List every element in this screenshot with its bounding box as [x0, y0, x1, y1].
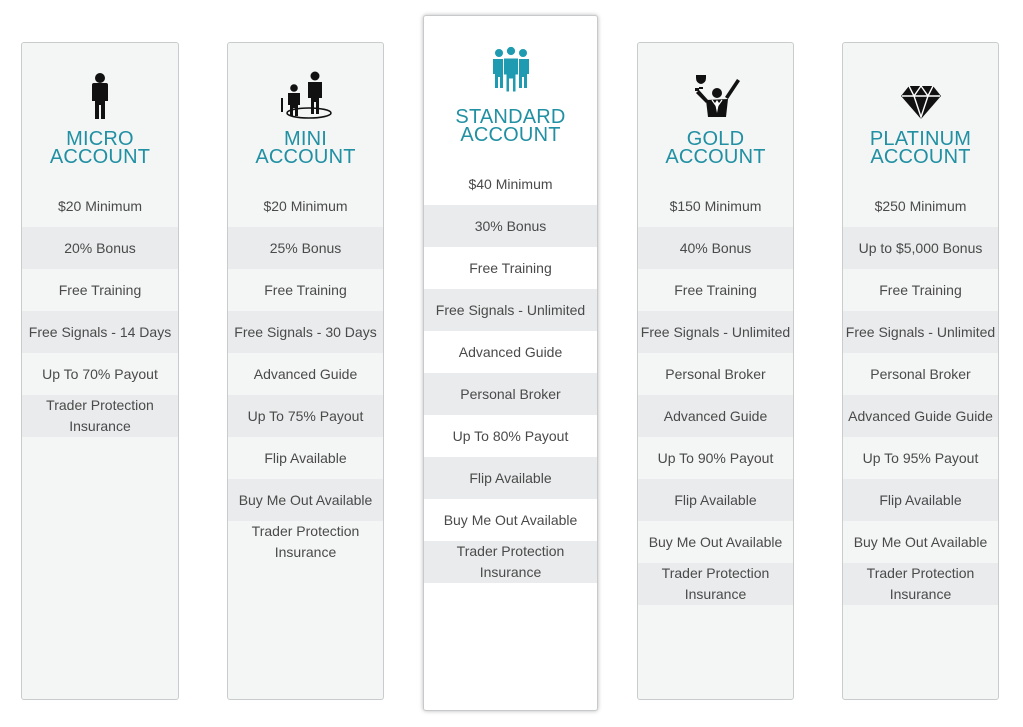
feature-row: Personal Broker: [424, 373, 597, 415]
feature-row: Free Signals - Unlimited: [638, 311, 793, 353]
trophy-winner-icon: [690, 73, 742, 119]
feature-row: Buy Me Out Available: [648, 533, 783, 550]
feature-row: Buy Me Out Available: [443, 511, 578, 528]
feature-row: Trader Protection Insurance: [638, 563, 793, 605]
plan-card-gold: [637, 42, 794, 700]
feature-row: Free Training: [674, 281, 757, 298]
feature-row: Free Training: [469, 259, 552, 276]
feature-row: $20 Minimum: [263, 197, 348, 214]
feature-row: 25% Bonus: [228, 227, 383, 269]
plan-icon-area: [638, 43, 793, 119]
feature-row: Advanced Guide: [458, 343, 563, 360]
feature-row: Trader Protection Insurance: [424, 541, 597, 583]
plan-card-standard: [423, 15, 598, 711]
feature-row: $250 Minimum: [874, 197, 967, 214]
plan-icon-area: [228, 43, 383, 119]
feature-row: Flip Available: [264, 449, 347, 466]
plan-card-platinum: [842, 42, 999, 700]
feature-list: [228, 185, 383, 563]
feature-row: Up To 95% Payout: [862, 449, 979, 466]
feature-row: 20% Bonus: [22, 227, 178, 269]
feature-row: Trader Protection Insurance: [251, 523, 360, 560]
feature-row: Up To 90% Payout: [657, 449, 774, 466]
feature-row: Up to $5,000 Bonus: [843, 227, 998, 269]
plan-title: PLATINUM ACCOUNT: [869, 128, 972, 168]
feature-row: Buy Me Out Available: [228, 479, 383, 521]
plan-icon-area: [424, 16, 597, 92]
feature-row: Flip Available: [638, 479, 793, 521]
plan-icon-area: [22, 43, 178, 119]
feature-list: [424, 163, 597, 583]
feature-row: 30% Bonus: [424, 205, 597, 247]
feature-row: Flip Available: [424, 457, 597, 499]
feature-row: 40% Bonus: [638, 227, 793, 269]
plan-card-micro: [21, 42, 179, 700]
feature-row: Free Signals - Unlimited: [424, 289, 597, 331]
feature-row: Free Signals - 30 Days: [228, 311, 383, 353]
feature-row: Up To 70% Payout: [42, 365, 158, 382]
feature-row: Flip Available: [843, 479, 998, 521]
feature-row: Free Training: [58, 281, 142, 298]
feature-row: Personal Broker: [665, 365, 766, 382]
feature-row: Free Signals - Unlimited: [843, 311, 998, 353]
feature-row: Advanced Guide Guide: [843, 395, 998, 437]
feature-row: Free Training: [879, 281, 962, 298]
feature-row: Buy Me Out Available: [853, 533, 988, 550]
feature-list: [843, 185, 998, 605]
feature-row: Personal Broker: [870, 365, 971, 382]
feature-row: Free Training: [264, 281, 347, 298]
feature-list: [638, 185, 793, 605]
feature-row: Advanced Guide: [638, 395, 793, 437]
plan-icon-area: [843, 43, 998, 119]
feature-row: $40 Minimum: [468, 175, 553, 192]
feature-list: [22, 185, 178, 437]
group-people-icon: [491, 46, 531, 92]
feature-row: Free Signals - 14 Days: [22, 311, 178, 353]
two-people-icon: [279, 71, 333, 119]
plan-title: STANDARD ACCOUNT: [455, 106, 566, 146]
feature-row: Trader Protection Insurance: [843, 563, 998, 605]
feature-row: $150 Minimum: [669, 197, 762, 214]
feature-row: Up To 80% Payout: [452, 427, 569, 444]
single-person-icon: [89, 73, 111, 119]
plan-card-mini: [227, 42, 384, 700]
feature-row: Up To 75% Payout: [228, 395, 383, 437]
feature-row: $20 Minimum: [57, 197, 143, 214]
plan-title: MINI ACCOUNT: [255, 128, 356, 168]
plan-title: MICRO ACCOUNT: [49, 128, 151, 168]
plan-title: GOLD ACCOUNT: [665, 128, 766, 168]
diamond-icon: [901, 85, 941, 119]
feature-row: Trader Protection Insurance: [22, 395, 178, 437]
feature-row: Advanced Guide: [253, 365, 358, 382]
